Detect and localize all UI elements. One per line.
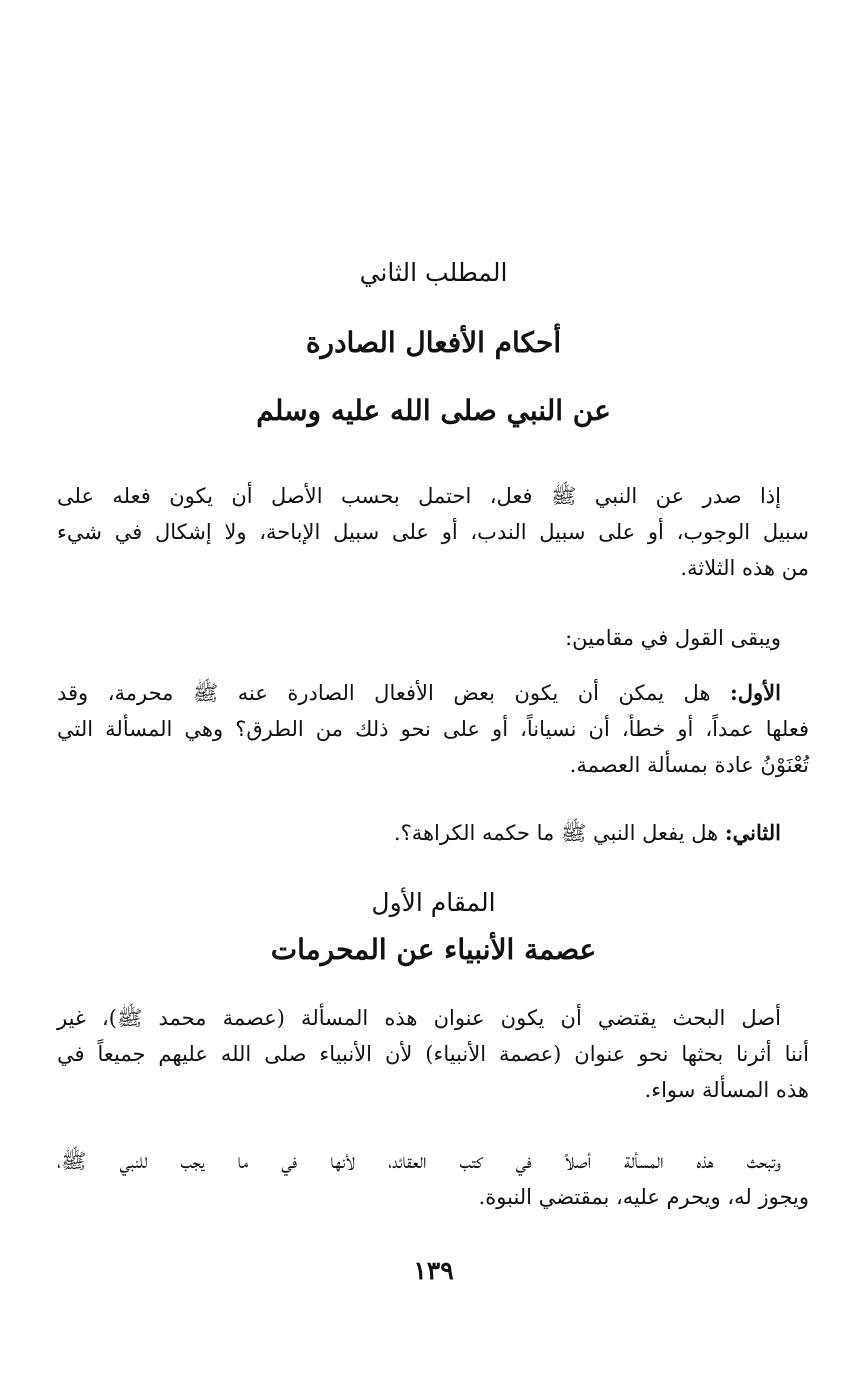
lead-word: الأول: [730, 680, 781, 705]
paragraph-line: إذا صدر عن النبي ﷺ فعل، احتمل بحسب الأصل أن يكون فعله على [57, 484, 781, 508]
subsection-heading: المقام الأول [371, 888, 496, 917]
paragraph-line: فعلها عمداً، أو خطأ، أن نسياناً، أو على نحو ذلك من الطرق؟ وهي المسألة التي [57, 717, 809, 741]
paragraph-topic [57, 1000, 809, 1108]
paragraph-line: هذه المسألة سواء. [644, 1078, 809, 1102]
paragraph-line: أننا أثرنا بحثها نحو عنوان (عصمة الأنبياء) لأن الأنبياء صلى الله عليهم جميعاً في [57, 1042, 809, 1066]
paragraph-creeds [57, 1143, 809, 1215]
paragraph-line [57, 675, 809, 711]
paragraph-line: ويبقى القول في مقامين: [565, 626, 781, 650]
paragraph-line: من هذه الثلاثة. [680, 556, 809, 580]
paragraph-intro [57, 478, 809, 586]
paragraph-two-stations [57, 620, 809, 656]
paragraph-line [57, 815, 809, 851]
lead-word: الثاني: [724, 820, 781, 845]
line-text: هل يمكن أن يكون بعض الأفعال الصادرة عنه ﷺ محرمة، وقد [57, 681, 711, 705]
chapter-title-line-2: عن النبي صلى الله عليه وسلم [256, 394, 611, 427]
paragraph-line: وتبحث هذه المسألة أصلاً في كتب العقائد، لأنها في ما يجب للنبي ﷺ، [57, 1149, 781, 1173]
section-heading: المطلب الثاني [359, 258, 508, 287]
chapter-title-line-1: أحكام الأفعال الصادرة [305, 326, 562, 359]
paragraph-line: أصل البحث يقتضي أن يكون عنوان هذه المسألة (عصمة محمد ﷺ)، غير [57, 1006, 781, 1030]
page-number: ١٣٩ [413, 1256, 454, 1285]
paragraph-line: ويجوز له، ويحرم عليه، بمقتضي النبوة. [478, 1185, 809, 1209]
paragraph-line: سبيل الوجوب، أو على سبيل الندب، أو على سبيل الإباحة، ولا إشكال في شيء [57, 520, 809, 544]
paragraph-line: تُعْنَوْنُ عادة بمسألة العصمة. [569, 753, 809, 777]
paragraph-first-station [57, 675, 809, 783]
line-text: هل يفعل النبي ﷺ ما حكمه الكراهة؟. [393, 821, 719, 845]
paragraph-second-station [57, 815, 809, 851]
subsection-title: عصمة الأنبياء عن المحرمات [270, 933, 597, 966]
